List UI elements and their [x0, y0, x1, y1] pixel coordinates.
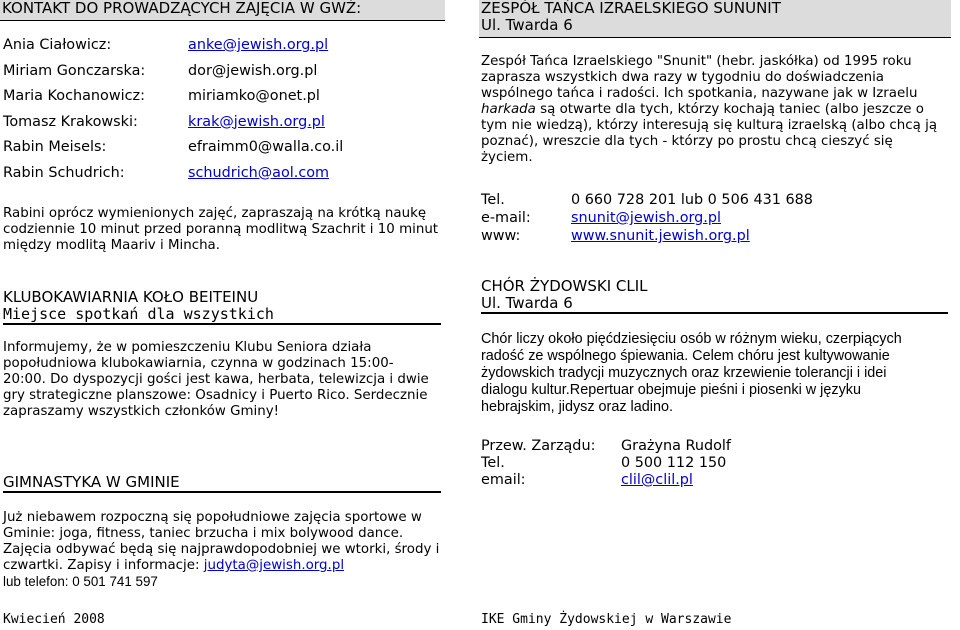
- contact-email-link[interactable]: anke@jewish.org.pl: [188, 37, 329, 53]
- gimnastyka-phone: lub telefon: 0 501 741 597: [3, 574, 158, 589]
- klubokawiarnia-header: [3, 289, 441, 325]
- contact-email-link[interactable]: krak@jewish.org.pl: [188, 113, 325, 130]
- gimnastyka-body-block: [3, 510, 443, 591]
- contact-value: Grażyna Rudolf: [621, 438, 731, 454]
- gimnastyka-email-link[interactable]: judyta@jewish.org.pl: [203, 558, 345, 573]
- table-row: [3, 84, 343, 110]
- contact-label: email:: [481, 472, 526, 488]
- table-row: [481, 455, 731, 472]
- sunit-address: Ul. Twarda 6: [481, 16, 573, 34]
- footer-date: Kwiecień 2008: [3, 612, 105, 627]
- contact-label: e-mail:: [481, 210, 531, 226]
- chor-body: Chór liczy około pięćdziesięciu osób w różnym wieku, czerpiących radość ze wspólnego śpiewania. Celem chóru jest kultywowanie żydowskich tradycji muzycznych oraz krzewienie tolerancji i idei dialogu kultur.Repertuar obejmuje pieśni i piosenki w języku hebrajskim, jidysz oraz ladino.: [481, 331, 902, 415]
- kontakt-title: KONTAKT DO PROWADZĄCYCH ZAJĘCIA W GWŻ:: [2, 0, 362, 17]
- klubokawiarnia-subtitle: Miejsce spotkań dla wszystkich: [3, 305, 274, 323]
- table-row: [3, 161, 343, 187]
- contact-name: Maria Kochanowicz:: [3, 88, 145, 104]
- contact-value: 0 500 112 150: [621, 455, 727, 471]
- contact-name: Rabin Schudrich:: [3, 164, 125, 181]
- chor-email-link[interactable]: clil@clil.pl: [621, 472, 693, 488]
- contact-label: Przew. Zarządu:: [481, 438, 596, 454]
- footer-publisher: IKE Gminy Żydowskiej w Warszawie: [481, 612, 732, 627]
- sunit-header: [479, 0, 951, 38]
- contact-label: Tel.: [481, 455, 505, 471]
- sunit-contacts: [481, 191, 813, 245]
- chor-address: Ul. Twarda 6: [481, 294, 573, 312]
- sunit-email-link[interactable]: snunit@jewish.org.pl: [571, 210, 722, 226]
- kontakt-header: [0, 0, 445, 21]
- contact-name: Tomasz Krakowski:: [3, 113, 138, 130]
- contact-email: efraimm0@walla.co.il: [188, 139, 344, 155]
- chor-header: [481, 278, 948, 314]
- contact-label: www:: [481, 228, 521, 244]
- sunit-text-part1: Zespół Tańca Izraelskiego "Snunit" (hebr. jaskółka) od 1995 roku zaprasza wszystkich dwa razy w tygodniu do doświadczenia wspólnego tańca i radości. Ich spotkania, nazywane jak w Izraelu: [481, 54, 918, 101]
- table-row: [3, 110, 343, 136]
- sunit-www-link[interactable]: www.snunit.jewish.org.pl: [571, 228, 750, 244]
- table-row: [481, 191, 813, 209]
- table-row: [3, 135, 343, 161]
- table-row: [481, 227, 813, 245]
- sunit-text-part2: są otwarte dla tych, którzy kochają taniec (albo jeszcze o tym nie wiedzą), którzy interesują się kulturą izraelską (albo chcą ją poznać), wreszcie dla tych - którzy po prostu chcą cieszyć się życiem.: [481, 102, 938, 165]
- contact-email: dor@jewish.org.pl: [188, 62, 318, 79]
- table-row: [481, 209, 813, 227]
- klubokawiarnia-title: KLUBOKAWIARNIA KOŁO BEITEINU: [3, 288, 259, 306]
- contact-label: Tel.: [481, 192, 505, 208]
- contact-name: Miriam Gonczarska:: [3, 62, 146, 79]
- klubokawiarnia-body: Informujemy, że w pomieszczeniu Klubu Seniora działa popołudniowa klubokawiarnia, czynna w godzinach 15:00-20:00. Do dyspozycji gości jest kawa, herbata, telewizcja i dwie gry strategiczne planszowe: Osadnicy i Puerto Rico. Serdecznie zapraszamy wszystkich członków Gminy!: [3, 340, 429, 419]
- contact-value: 0 660 728 201 lub 0 506 431 688: [571, 192, 813, 208]
- table-row: [3, 33, 343, 59]
- table-row: [481, 472, 731, 489]
- harkada-term: harkada: [481, 102, 536, 117]
- contacts-table: [3, 33, 343, 186]
- chor-title: CHÓR ŻYDOWSKI CLIL: [481, 277, 648, 295]
- contact-name: Ania Ciałowicz:: [3, 37, 112, 53]
- contact-email-link[interactable]: schudrich@aol.com: [188, 164, 330, 181]
- rabbis-note: Rabini oprócz wymienionych zajęć, zapraszają na krótką naukę codziennie 10 minut przed poranną modlitwą Szachrit i 10 minut między modlitą Maariv i Mincha.: [3, 206, 439, 253]
- chor-contacts: [481, 438, 731, 489]
- gimnastyka-title: GIMNASTYKA W GMINIE: [3, 473, 180, 491]
- contact-email: miriamko@onet.pl: [188, 88, 320, 104]
- gimnastyka-body: Już niebawem rozpoczną się popołudniowe zajęcia sportowe w Gminie: joga, fitness, taniec brzucha i mix bolywood dance. Zajęcia odbywać będą się najprawdopodobniej we wtorki, środy i czwartki. Zapisy i informacje:: [3, 510, 440, 573]
- sunit-description: [481, 54, 941, 166]
- table-row: [481, 438, 731, 455]
- sunit-title: ZESPÓŁ TAŃCA IZRAELSKIEGO SUNUNIT: [481, 0, 781, 17]
- contact-name: Rabin Meisels:: [3, 139, 107, 155]
- gimnastyka-header: [3, 474, 441, 493]
- table-row: [3, 59, 343, 85]
